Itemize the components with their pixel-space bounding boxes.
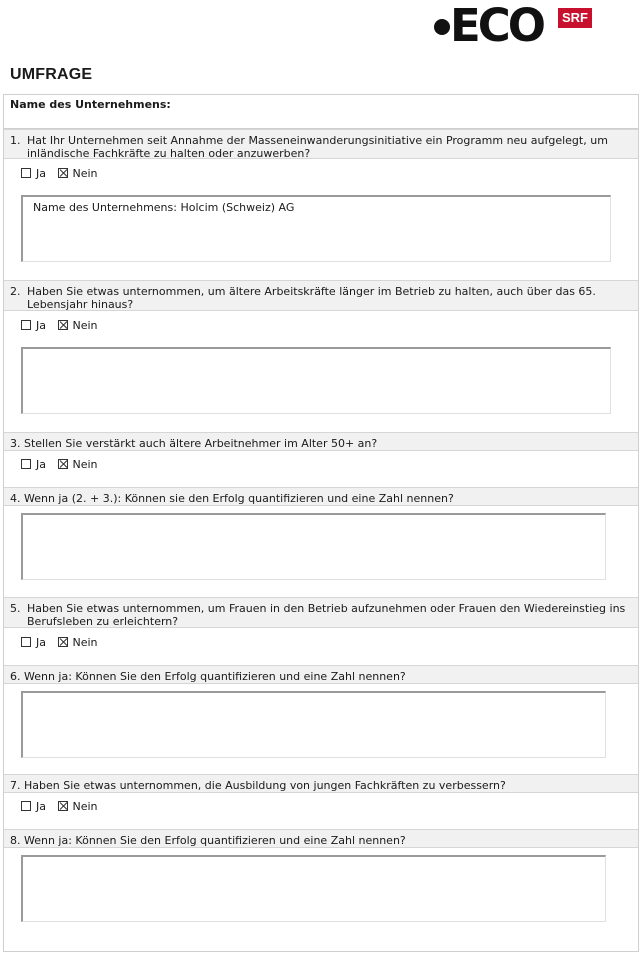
answer-box-q1[interactable]: Name des Unternehmens: Holcim (Schweiz) AG — [21, 195, 611, 262]
survey-form — [3, 94, 639, 952]
question-text: 4. Wenn ja (2. + 3.): Können sie den Erfolg quantifizieren und eine Zahl nennen? — [10, 492, 454, 505]
question-number: 2. — [10, 285, 21, 298]
option-label: Nein — [72, 458, 98, 471]
question-3-options — [21, 458, 106, 472]
question-4 — [4, 487, 638, 506]
question-text: 3. Stellen Sie verstärkt auch ältere Arbeitnehmer im Alter 50+ an? — [10, 437, 378, 450]
answer-box-q4[interactable] — [21, 513, 606, 580]
company-name-row[interactable] — [4, 95, 638, 129]
question-number: 5. — [10, 602, 21, 615]
checkbox-q1-ja[interactable] — [21, 168, 31, 178]
option-label: Ja — [36, 800, 46, 813]
eco-wordmark: ECO — [450, 0, 544, 52]
question-1-options — [21, 167, 106, 181]
question-7-options — [21, 800, 106, 814]
question-6 — [4, 665, 638, 684]
question-2-options — [21, 319, 106, 333]
question-text: Haben Sie etwas unternommen, um ältere Arbeitskräfte länger im Betrieb zu halten, auch über das 65. Lebensjahr hinaus? — [27, 285, 596, 311]
option-label: Nein — [72, 800, 98, 813]
checkbox-q2-ja[interactable] — [21, 320, 31, 330]
question-text: 6. Wenn ja: Können Sie den Erfolg quantifizieren und eine Zahl nennen? — [10, 670, 406, 683]
checkbox-q3-nein[interactable] — [58, 459, 68, 469]
question-8 — [4, 829, 638, 848]
eco-srf-logo — [434, 0, 594, 52]
checkbox-q2-nein[interactable] — [58, 320, 68, 330]
question-7 — [4, 774, 638, 793]
option-label: Nein — [72, 319, 98, 332]
option-label: Ja — [36, 167, 46, 180]
option-label: Nein — [72, 636, 98, 649]
question-text: 7. Haben Sie etwas unternommen, die Ausbildung von jungen Fachkräften zu verbessern? — [10, 779, 506, 792]
srf-badge: SRF — [558, 8, 592, 28]
checkbox-q1-nein[interactable] — [58, 168, 68, 178]
question-5 — [4, 597, 638, 628]
question-1 — [4, 129, 638, 159]
answer-box-q8[interactable] — [21, 855, 606, 922]
answer-box-q6[interactable] — [21, 691, 606, 758]
checkbox-q5-ja[interactable] — [21, 637, 31, 647]
option-label: Nein — [72, 167, 98, 180]
question-3 — [4, 432, 638, 451]
checkbox-q7-ja[interactable] — [21, 801, 31, 811]
checkbox-q7-nein[interactable] — [58, 801, 68, 811]
question-2 — [4, 280, 638, 311]
question-5-options — [21, 636, 106, 650]
option-label: Ja — [36, 319, 46, 332]
question-text: 8. Wenn ja: Können Sie den Erfolg quantifizieren und eine Zahl nennen? — [10, 834, 406, 847]
question-text: Haben Sie etwas unternommen, um Frauen in den Betrieb aufzunehmen oder Frauen den Wiedereinstieg ins Berufsleben zu erleichtern? — [27, 602, 626, 628]
company-name-label: Name des Unternehmens: — [10, 98, 171, 111]
option-label: Ja — [36, 458, 46, 471]
page-title: UMFRAGE — [10, 66, 93, 83]
question-text: Hat Ihr Unternehmen seit Annahme der Masseneinwanderungsinitiative ein Programm neu aufgelegt, um inländische Fachkräfte zu halten oder anzuwerben? — [27, 134, 608, 160]
checkbox-q5-nein[interactable] — [58, 637, 68, 647]
question-number: 1. — [10, 134, 21, 147]
answer-box-q2[interactable] — [21, 347, 611, 414]
eco-dot-icon — [434, 19, 450, 35]
option-label: Ja — [36, 636, 46, 649]
checkbox-q3-ja[interactable] — [21, 459, 31, 469]
